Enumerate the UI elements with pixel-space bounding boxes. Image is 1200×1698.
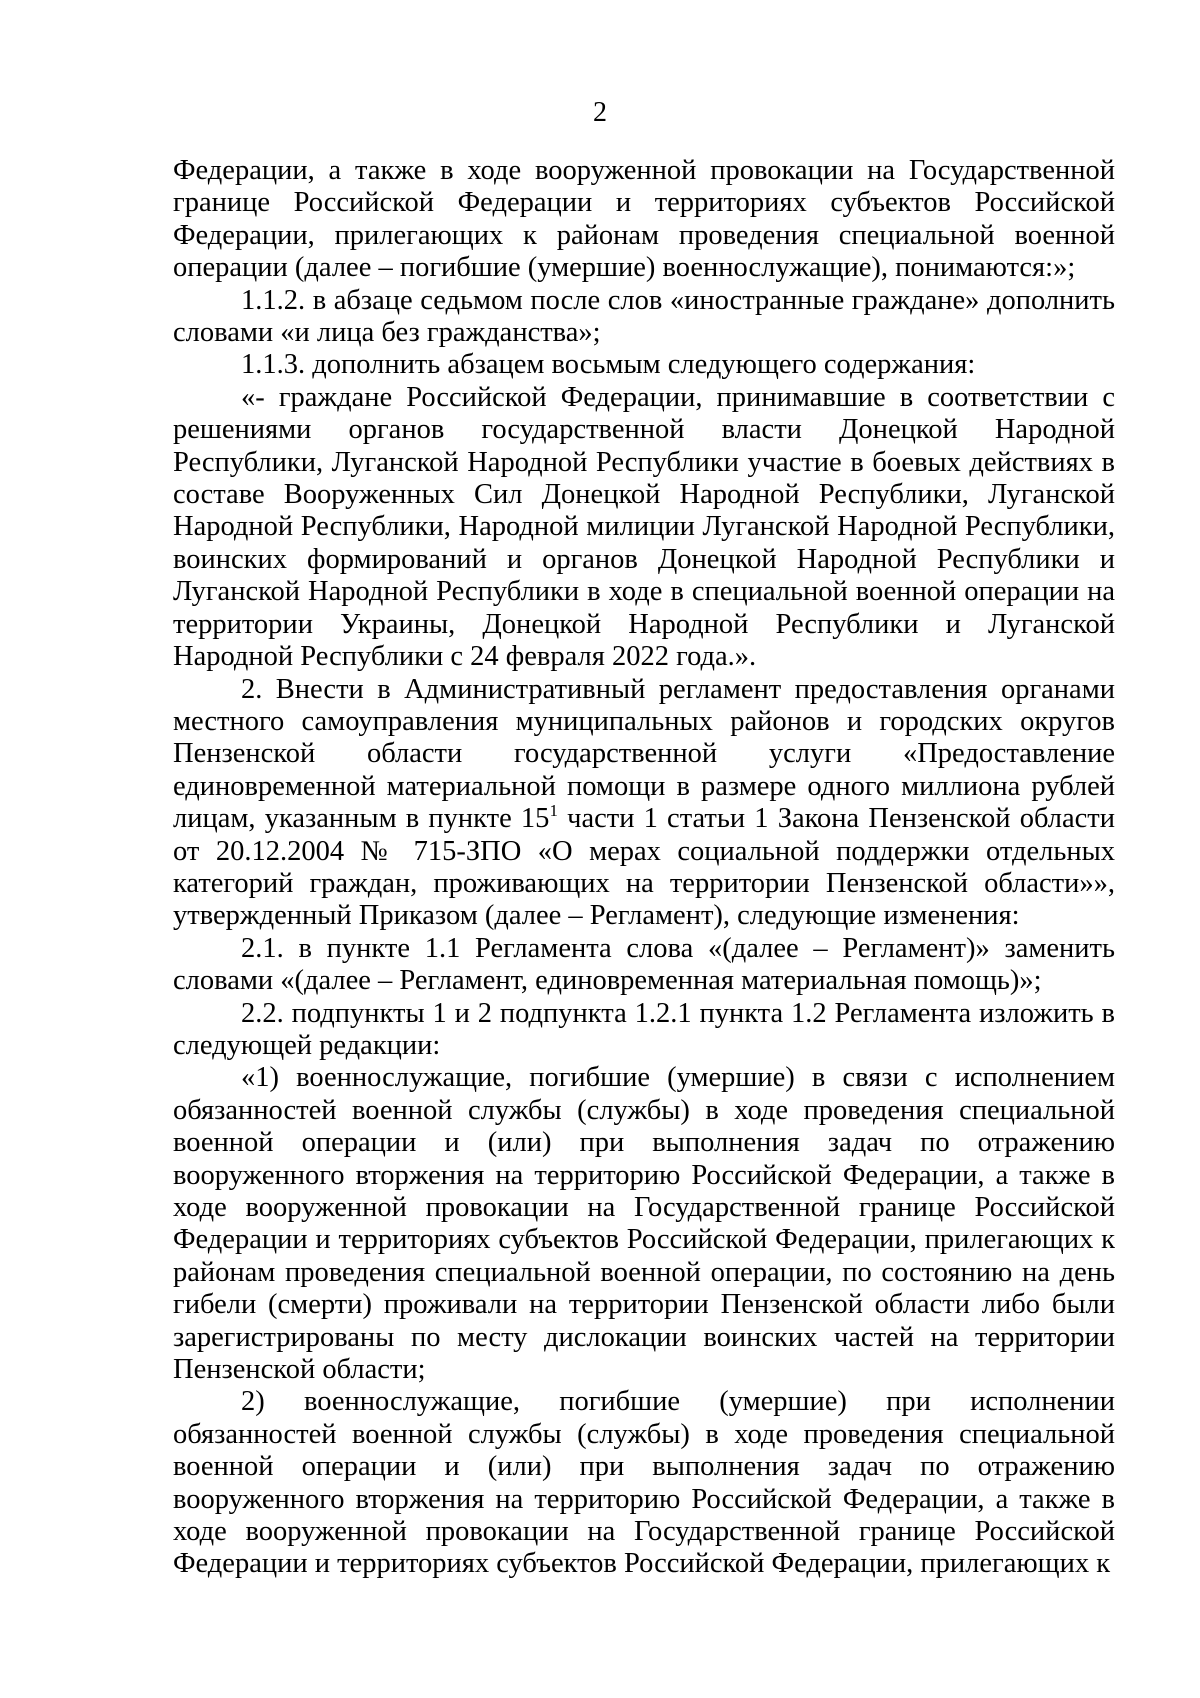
paragraph-continuation: Федерации, а также в ходе вооруженной провокации на Государственной границе Российской Федерации и территориях субъектов Российской Федерации, прилегающих к районам проведения специальной военной операции (далее – погибшие (умершие) военнослужащие), понимаются:»; — [173, 155, 1115, 284]
paragraph-item-2: 2) военнослужащие, погибшие (умершие) при исполнении обязанностей военной службы (службы) в ходе проведения специальной военной операции и (или) при выполнения задач по отражению вооруженного вторжения на территорию Российской Федерации, а также в ходе вооруженной провокации на Государственной границе Российской Федерации и территориях субъектов Российской Федерации, прилегающих к — [173, 1386, 1115, 1580]
paragraph-quoted-citizens: «- граждане Российской Федерации, принимавшие в соответствии с решениями органов государственной власти Донецкой Народной Республики, Луганской Народной Республики участие в боевых действиях в составе Вооруженных Сил Донецкой Народной Республики, Луганской Народной Республики, Народной милиции Луганской Народной Республики, воинских формирований и органов Донецкой Народной Республики и Луганской Народной Республики в ходе в специальной военной операции на территории Украины, Донецкой Народной Республики и Луганской Народной Республики с 24 февраля 2022 года.». — [173, 381, 1115, 673]
paragraph-2-2: 2.2. подпункты 1 и 2 подпункта 1.2.1 пункта 1.2 Регламента изложить в следующей редакции: — [173, 997, 1115, 1061]
paragraph-2-1: 2.1. в пункте 1.1 Регламента слова «(далее – Регламент)» заменить словами «(далее – Регламент, единовременная материальная помощь)»; — [173, 932, 1115, 997]
paragraph-1-1-3: 1.1.3. дополнить абзацем восьмым следующего содержания: — [241, 349, 976, 381]
paragraph-2 — [173, 674, 1115, 933]
paragraph-1-1-2: 1.1.2. в абзаце седьмом после слов «иностранные граждане» дополнить словами «и лица без гражданства»; — [173, 284, 1115, 349]
paragraph-2-text-after: части 1 статьи 1 Закона Пензенской области от 20.12.2004 № 715-ЗПО «О мерах социальной поддержки отдельных категорий граждан, проживающих на территории Пензенской области»», утвержденный Приказом (далее – Регламент), следующие изменения: — [173, 803, 1116, 932]
paragraph-2-superscript: 1 — [549, 801, 558, 821]
document-body — [173, 155, 1115, 1581]
page-number: 2 — [593, 97, 607, 128]
paragraph-item-1: «1) военнослужащие, погибшие (умершие) в связи с исполнением обязанностей военной службы (службы) в ходе проведения специальной военной операции и (или) при выполнения задач по отражению вооруженного вторжения на территорию Российской Федерации, а также в ходе вооруженной провокации на Государственной границе Российской Федерации и территориях субъектов Российской Федерации, прилегающих к районам проведения специальной военной операции, по состоянию на день гибели (смерти) проживали на территории Пензенской области либо были зарегистрированы по месту дислокации воинских частей на территории Пензенской области; — [173, 1062, 1115, 1386]
paragraph-2-text-before: 2. Внести в Административный регламент предоставления органами местного самоуправления муниципальных районов и городских округов Пензенской области государственной услуги «Предоставление единовременной материальной помощи в размере одного миллиона рублей лицам, указанным в пункте 15 — [173, 673, 1115, 835]
